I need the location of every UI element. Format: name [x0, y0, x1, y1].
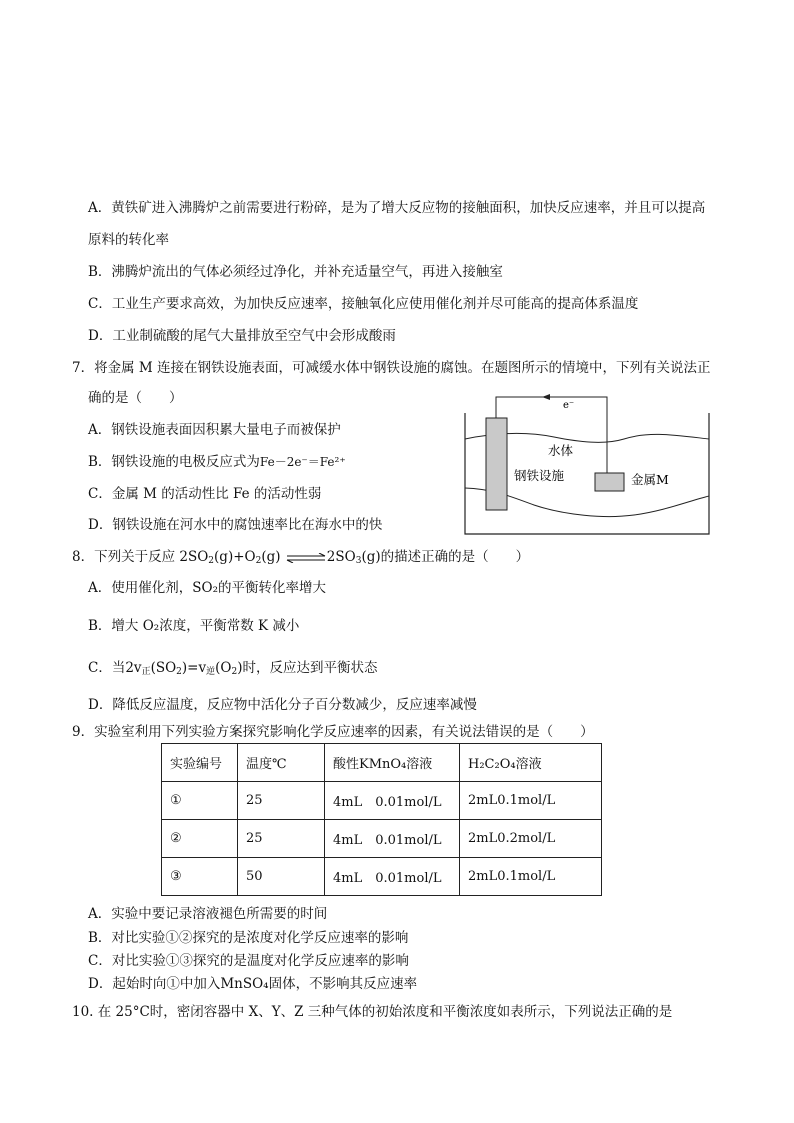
table-cell: 50	[238, 858, 325, 896]
q9-option-c: C．对比实验①③探究的是温度对化学反应速率的影响	[88, 953, 409, 969]
q7-stem-line1: 7．将金属 M 连接在钢铁设施表面，可减缓水体中钢铁设施的腐蚀。在题图所示的情境中，下列有关说法正	[72, 360, 711, 376]
q8-option-c-suffix: 时，反应达到平衡状态	[242, 660, 378, 676]
table-cell: 2mL0.1mol/L	[460, 782, 602, 820]
q8-option-c-prefix: C．当	[88, 660, 126, 676]
table-row	[162, 782, 602, 820]
equilibrium-arrow-icon	[285, 553, 327, 563]
q8-option-d: D．降低反应温度，反应物中活化分子百分数减少，反应速率减慢	[88, 697, 477, 713]
q6-option-a-line1: A．黄铁矿进入沸腾炉之前需要进行粉碎，是为了增大反应物的接触面积，加快反应速率，并且可以提高	[88, 200, 706, 216]
steel-facility	[486, 418, 507, 510]
q8-stem: 8．下列关于反应 $2SO_2(g)+O_2(g)$ $2SO_3(g)$的描述正确的是（ ）	[72, 549, 530, 566]
q8-rate-expression: $2v_正(SO_2)=v_逆(O_2)$	[125, 660, 243, 677]
header-cell: 温度℃	[238, 744, 325, 782]
table-cell: 4mL 0.01mol/L	[325, 820, 460, 858]
table-cell: ②	[162, 820, 238, 858]
q7-option-a: A．钢铁设施表面因积累大量电子而被保护	[88, 422, 341, 438]
table-cell: 2mL0.2mol/L	[460, 820, 602, 858]
q8-option-a: A．使用催化剂，SO₂的平衡转化率增大	[88, 580, 326, 596]
q7-option-c: C．金属 M 的活动性比 Fe 的活动性弱	[88, 486, 322, 502]
table-cell: 25	[238, 820, 325, 858]
q7-option-b-equation: Fe－2e⁻＝Fe²⁺	[259, 455, 346, 469]
table-cell: 2mL0.1mol/L	[460, 858, 602, 896]
q7-stem-line2: 确的是（ ）	[88, 390, 183, 406]
electron-label: e⁻	[563, 400, 575, 411]
q6-option-b: B．沸腾炉流出的气体必须经过净化，并补充适量空气，再进入接触室	[88, 264, 503, 280]
q7-option-b-prefix: B．钢铁设施的电极反应式为	[88, 454, 260, 470]
steel-label: 钢铁设施	[514, 468, 565, 483]
table-row	[162, 820, 602, 858]
q6-option-c: C．工业生产要求高效，为加快反应速率，接触氧化应使用催化剂并尽可能高的提高体系温度	[88, 296, 639, 312]
table-row	[162, 858, 602, 896]
q7-option-d: D．钢铁设施在河水中的腐蚀速率比在海水中的快	[88, 517, 383, 533]
electron-arrow-head	[542, 394, 550, 400]
table-cell: 25	[238, 782, 325, 820]
header-cell: H₂C₂O₄溶液	[460, 744, 602, 782]
q8-option-c	[88, 659, 378, 681]
q9-option-d: D．起始时向①中加入MnSO₄固体，不影响其反应速率	[88, 976, 418, 992]
table-header-row	[162, 744, 602, 782]
table-cell: ①	[162, 782, 238, 820]
table-cell: 4mL 0.01mol/L	[325, 782, 460, 820]
q7-option-b	[88, 453, 346, 471]
q10-stem: 10. 在 25°C时，密闭容器中 X、Y、Z 三种气体的初始浓度和平衡浓度如表所示，下列说法正确的是	[72, 1004, 673, 1020]
table-cell: ③	[162, 858, 238, 896]
q8-stem-prefix: 8．下列关于反应 2SO	[72, 549, 209, 565]
connecting-wire	[496, 397, 607, 473]
metal-m-block	[595, 473, 624, 491]
q9-option-a: A．实验中要记录溶液褪色所需要的时间	[88, 906, 328, 922]
q9-stem: 9．实验室利用下列实验方案探究影响化学反应速率的因素，有关说法错误的是（ ）	[72, 724, 594, 740]
metal-label: 金属M	[631, 472, 669, 487]
header-cell: 酸性KMnO₄溶液	[325, 744, 460, 782]
water-label: 水体	[548, 443, 574, 458]
q8-stem-suffix: 的描述正确的是（ ）	[380, 549, 530, 565]
q6-option-a-line2: 原料的转化率	[88, 232, 169, 248]
experiment-table	[161, 743, 602, 896]
q6-option-d: D．工业制硫酸的尾气大量排放至空气中会形成酸雨	[88, 328, 396, 344]
table-cell: 4mL 0.01mol/L	[325, 858, 460, 896]
corrosion-diagram	[464, 393, 710, 535]
q9-option-b: B．对比实验①②探究的是浓度对化学反应速率的影响	[88, 930, 409, 946]
q8-option-b: B．增大 O₂浓度，平衡常数 K 减小	[88, 618, 300, 634]
header-cell: 实验编号	[162, 744, 238, 782]
